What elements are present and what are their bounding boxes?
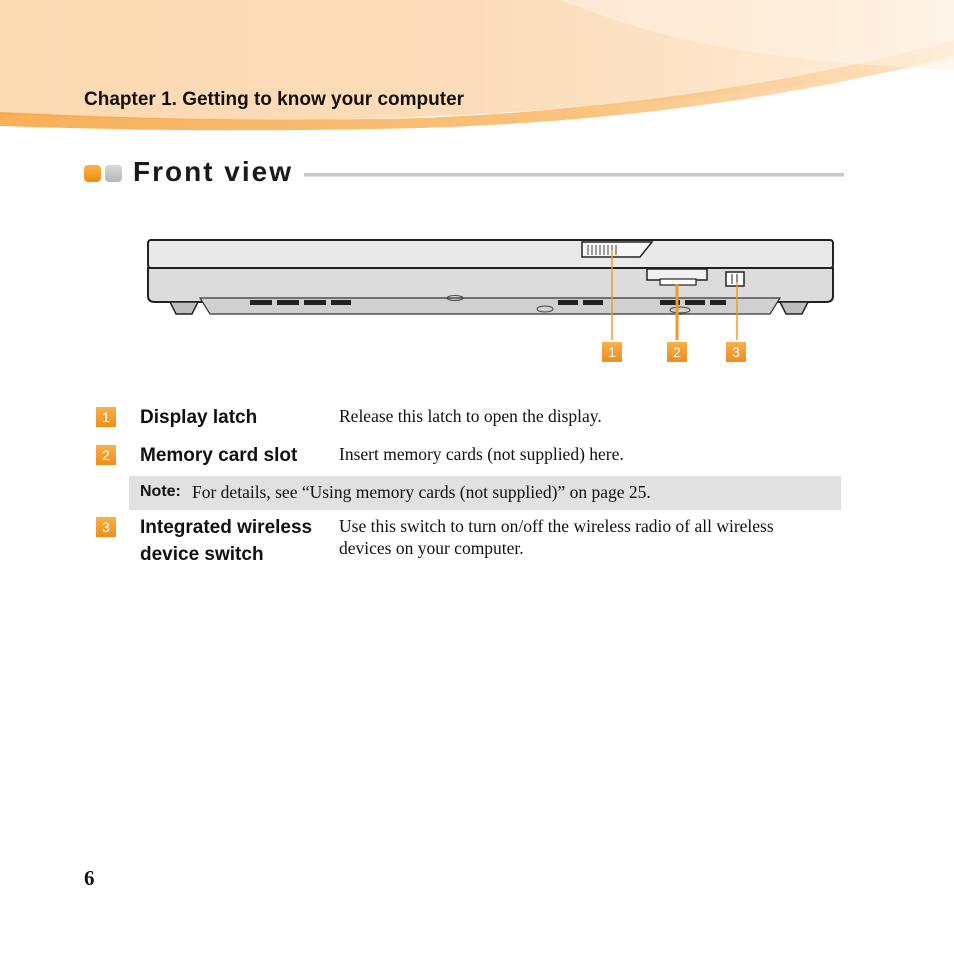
note-box [129, 476, 841, 510]
item-display-latch [96, 404, 841, 434]
note-text: For details, see “Using memory cards (not supplied)” on page 25. [192, 482, 651, 502]
figure-callout-3: 3 [726, 342, 746, 362]
item-term: Integrated wireless device switch [140, 517, 313, 565]
laptop-front-view-figure [140, 232, 840, 372]
section-title: Front view [133, 156, 294, 187]
item-term: Display latch [140, 407, 258, 428]
header-band [0, 0, 954, 140]
figure-callout-2: 2 [667, 342, 687, 362]
item-number-badge: 3 [96, 517, 116, 537]
item-number-badge: 1 [96, 407, 116, 427]
section-heading [84, 156, 844, 190]
item-term: Memory card slot [140, 445, 298, 466]
heading-rule [304, 173, 844, 177]
item-description: Insert memory cards (not supplied) here. [339, 444, 624, 464]
orange-square-icon [84, 165, 101, 182]
gray-square-icon [105, 165, 122, 182]
item-number-badge: 2 [96, 445, 116, 465]
figure-callout-1: 1 [602, 342, 622, 362]
wireless-switch-shape [726, 272, 744, 286]
item-wireless-switch [96, 514, 841, 598]
item-description: Release this latch to open the display. [339, 406, 602, 426]
chapter-title: Chapter 1. Getting to know your computer [84, 89, 465, 110]
memory-card-slot-shape [647, 269, 707, 280]
page-number: 6 [84, 866, 95, 890]
note-label: Note: [140, 483, 181, 500]
item-memory-card-slot [96, 442, 841, 472]
item-description: Use this switch to turn on/off the wireless radio of all wireless devices on your computer. [339, 516, 774, 558]
